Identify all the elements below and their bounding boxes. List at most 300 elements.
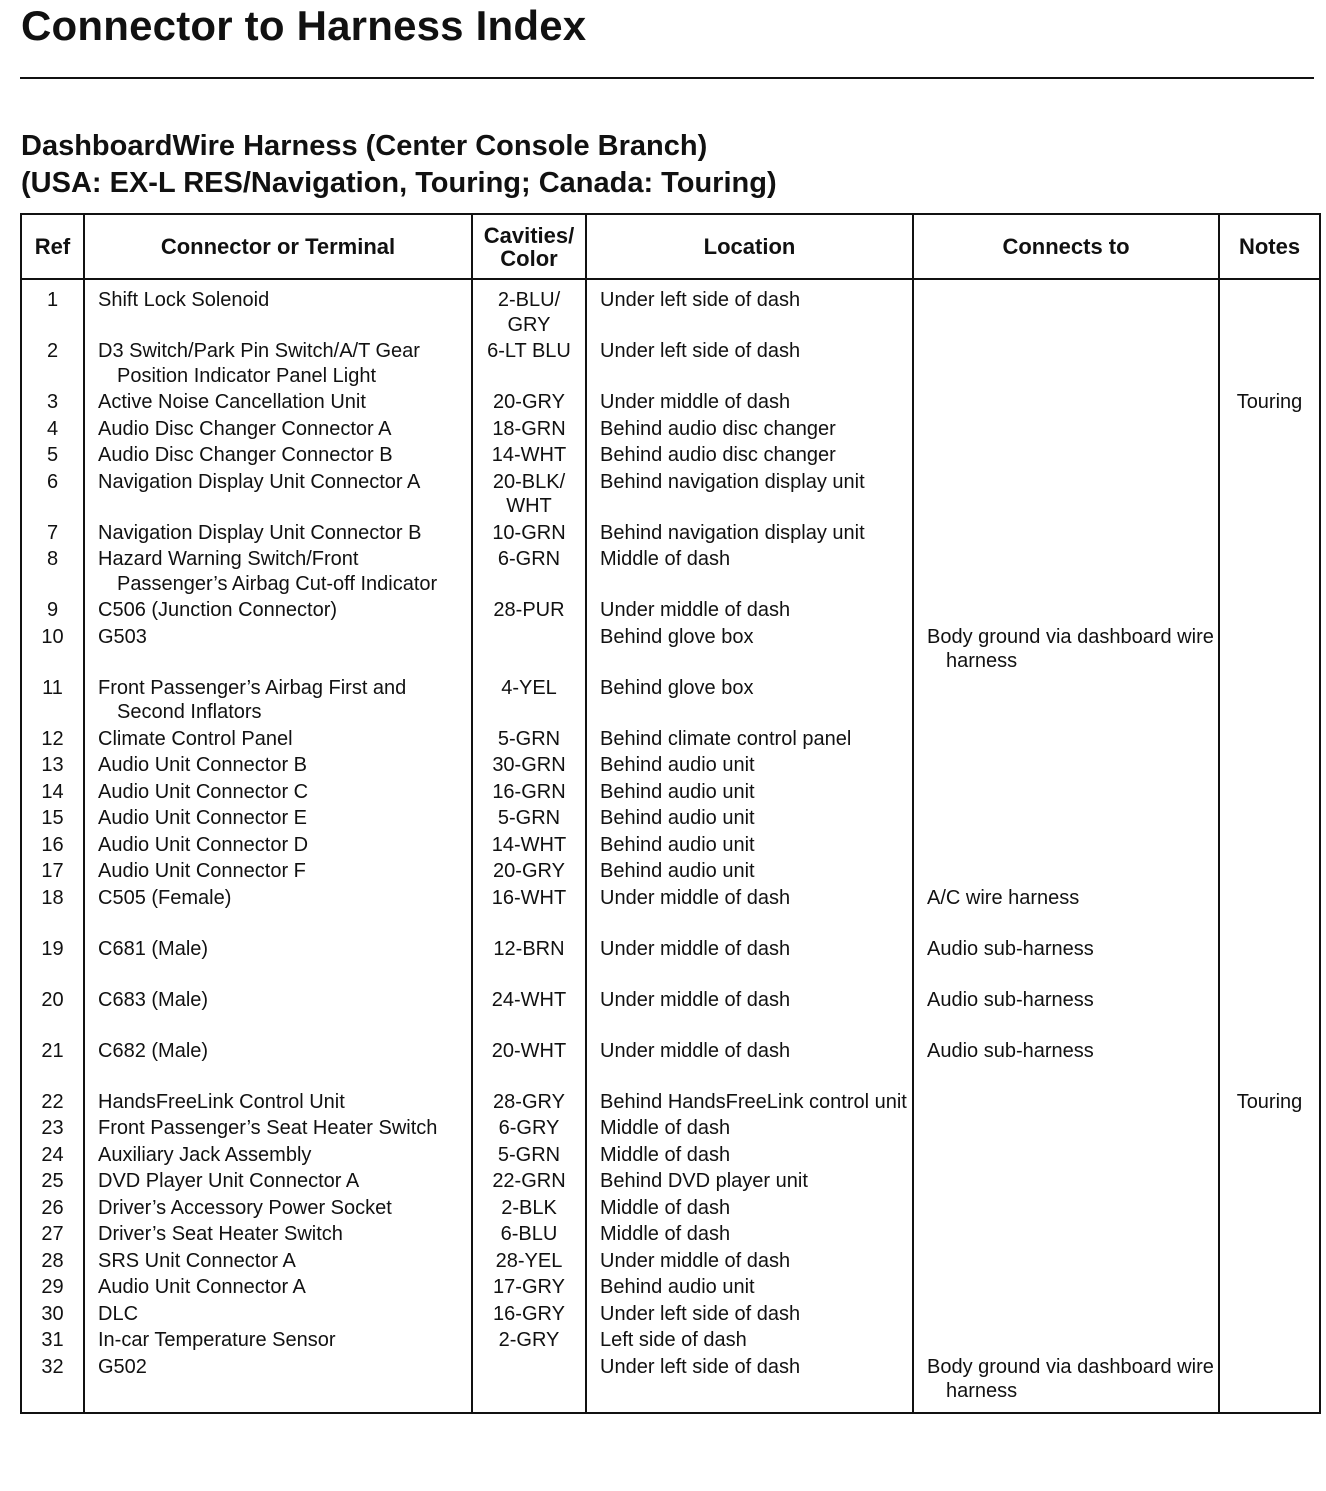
- row-connector: [84, 831, 472, 858]
- row-connects-to: [913, 986, 1219, 1037]
- row-notes: [1219, 1353, 1320, 1413]
- header-connects-to: Connects to: [913, 214, 1219, 279]
- table-body: [21, 279, 1320, 1413]
- row-connects-to: [913, 725, 1219, 752]
- row-notes: [1219, 1220, 1320, 1247]
- row-location-text: Behind audio unit: [600, 860, 755, 882]
- row-connector: [84, 1326, 472, 1353]
- row-ref-text: 17: [41, 860, 64, 882]
- row-connector-text: Driver’s Seat Heater Switch: [98, 1223, 343, 1245]
- row-connects-to: [913, 1141, 1219, 1168]
- row-cavities: [472, 279, 586, 337]
- row-location: [586, 441, 913, 468]
- row-cavities: [472, 1353, 586, 1413]
- row-cavities-text: 5-GRN: [497, 807, 561, 829]
- row-ref: [21, 337, 84, 388]
- row-cavities-text: 16-GRN: [492, 780, 566, 803]
- row-notes: [1219, 1247, 1320, 1274]
- row-ref: [21, 884, 84, 935]
- row-connector-text: Shift Lock Solenoid: [98, 289, 270, 311]
- row-cavities-text: 14-WHT: [491, 444, 567, 466]
- row-ref-text: 26: [41, 1196, 64, 1219]
- row-notes: [1219, 388, 1320, 415]
- row-location-text: Behind glove box: [600, 625, 754, 648]
- table-row: [21, 1088, 1320, 1115]
- row-ref: [21, 1353, 84, 1413]
- row-connects-to: [913, 751, 1219, 778]
- row-ref: [21, 468, 84, 519]
- table-row: [21, 1326, 1320, 1353]
- row-location-text: Under middle of dash: [600, 1039, 791, 1062]
- row-ref-text: 9: [46, 599, 59, 621]
- row-location-text: Under middle of dash: [600, 937, 791, 960]
- row-location: [586, 596, 913, 623]
- row-notes: [1219, 1141, 1320, 1168]
- row-notes: [1219, 1300, 1320, 1327]
- row-location: [586, 468, 913, 519]
- row-ref-text: 14: [41, 780, 64, 803]
- row-notes: [1219, 725, 1320, 752]
- row-ref: [21, 623, 84, 674]
- row-notes: [1219, 519, 1320, 546]
- row-connects-to: [913, 415, 1219, 442]
- row-location-text: Behind navigation display unit: [600, 521, 865, 544]
- row-cavities-text: 5-GRN: [497, 1143, 561, 1166]
- row-cavities-text: 28-PUR: [493, 599, 565, 621]
- row-connector: [84, 804, 472, 831]
- row-ref-text: 4: [46, 417, 59, 440]
- row-connector-text: C505 (Female): [98, 886, 232, 909]
- row-cavities-text: 20-WHT: [491, 1039, 567, 1062]
- row-ref: [21, 935, 84, 986]
- row-location-text: Middle of dash: [600, 1117, 731, 1139]
- row-connects-to: [913, 1194, 1219, 1221]
- row-location: [586, 1326, 913, 1353]
- row-location-text: Behind audio disc changer: [600, 417, 836, 440]
- row-notes: [1219, 674, 1320, 725]
- row-cavities: [472, 935, 586, 986]
- row-cavities: [472, 986, 586, 1037]
- row-notes: [1219, 1273, 1320, 1300]
- row-ref: [21, 441, 84, 468]
- row-ref: [21, 1247, 84, 1274]
- row-cavities: [472, 1247, 586, 1274]
- table-row: [21, 388, 1320, 415]
- row-connector-text: Audio Disc Changer Connector A: [98, 417, 392, 440]
- row-connects-to: [913, 1353, 1219, 1413]
- row-ref: [21, 1141, 84, 1168]
- row-ref: [21, 986, 84, 1037]
- row-cavities-text: 14-WHT: [491, 833, 567, 856]
- row-location-text: Middle of dash: [600, 548, 731, 570]
- row-ref-text: 10: [41, 625, 64, 648]
- row-cavities: [472, 1088, 586, 1115]
- row-ref: [21, 1326, 84, 1353]
- table-row: [21, 778, 1320, 805]
- row-cavities: [472, 1220, 586, 1247]
- row-cavities: [472, 596, 586, 623]
- row-connector: [84, 545, 472, 596]
- row-notes: [1219, 884, 1320, 935]
- row-connector: [84, 986, 472, 1037]
- row-cavities: [472, 1114, 586, 1141]
- row-cavities-text: 6-GRY: [498, 1117, 560, 1139]
- row-connector: [84, 337, 472, 388]
- section-title-line1: DashboardWire Harness (Center Console Branch): [21, 130, 708, 162]
- row-connector: [84, 884, 472, 935]
- row-connector-text: C683 (Male): [98, 988, 209, 1011]
- row-connects-to: [913, 831, 1219, 858]
- header-ref: Ref: [21, 214, 84, 279]
- row-notes: [1219, 415, 1320, 442]
- row-location: [586, 857, 913, 884]
- row-notes: [1219, 1088, 1320, 1115]
- row-connector-text: C681 (Male): [98, 937, 209, 960]
- row-connector-text: Auxiliary Jack Assembly: [98, 1143, 312, 1166]
- row-location-text: Behind navigation display unit: [600, 470, 865, 493]
- row-ref-text: 11: [42, 676, 63, 699]
- row-ref-text: 25: [41, 1170, 64, 1192]
- row-location-text: Middle of dash: [600, 1196, 731, 1219]
- row-connector-text: Navigation Display Unit Connector A: [98, 470, 421, 493]
- row-cavities-text: 16-WHT: [491, 886, 567, 909]
- row-cavities-text: 24-WHT: [491, 988, 567, 1011]
- row-location-text: Behind audio unit: [600, 833, 755, 856]
- row-ref: [21, 831, 84, 858]
- table-row: [21, 1141, 1320, 1168]
- row-connector-text: Audio Unit Connector D: [98, 833, 309, 856]
- row-location-text: Under middle of dash: [600, 1249, 791, 1272]
- row-connector: [84, 623, 472, 674]
- row-connector-text: C506 (Junction Connector): [98, 599, 338, 621]
- row-connects-to: [913, 279, 1219, 337]
- row-connector-text: SRS Unit Connector A: [98, 1249, 296, 1272]
- row-connector: [84, 1353, 472, 1413]
- row-connector-text: In-car Temperature Sensor: [98, 1329, 336, 1351]
- row-connector-text: DLC: [98, 1302, 139, 1325]
- row-cavities-text: 17-GRY: [493, 1276, 565, 1298]
- row-connector: [84, 1037, 472, 1088]
- row-cavities-text: 2-GRY: [498, 1329, 560, 1351]
- row-cavities: [472, 468, 586, 519]
- row-notes: [1219, 441, 1320, 468]
- row-connects-to-text: Body ground via dashboard wire harness: [927, 1355, 1214, 1402]
- row-cavities: [472, 831, 586, 858]
- row-ref: [21, 1167, 84, 1194]
- row-connects-to: [913, 545, 1219, 596]
- header-cavities-line2: Color: [500, 245, 558, 271]
- row-cavities-text: 6-LT BLU: [487, 340, 571, 362]
- row-cavities: [472, 441, 586, 468]
- row-connector-text: Front Passenger’s Airbag First and Second Inflators: [98, 676, 407, 723]
- row-connector-text: D3 Switch/Park Pin Switch/A/T Gear Position Indicator Panel Light: [98, 340, 420, 387]
- row-ref: [21, 1114, 84, 1141]
- header-cavities-line1: Cavities/: [483, 222, 575, 248]
- row-location: [586, 778, 913, 805]
- row-connects-to-text: Audio sub-harness: [927, 988, 1094, 1011]
- row-cavities-text: 18-GRN: [492, 417, 566, 440]
- row-cavities: [472, 1037, 586, 1088]
- row-cavities: [472, 623, 586, 674]
- table-row: [21, 1194, 1320, 1221]
- row-connector: [84, 1114, 472, 1141]
- row-cavities: [472, 388, 586, 415]
- row-cavities-text: 5-GRN: [497, 727, 561, 750]
- row-connector: [84, 441, 472, 468]
- row-location: [586, 935, 913, 986]
- page-title: Connector to Harness Index: [21, 2, 587, 49]
- row-cavities: [472, 751, 586, 778]
- table-row: [21, 519, 1320, 546]
- row-location: [586, 674, 913, 725]
- row-notes: [1219, 1326, 1320, 1353]
- row-ref-text: 8: [46, 548, 59, 570]
- table-row: [21, 1167, 1320, 1194]
- row-connector: [84, 751, 472, 778]
- row-location-text: Under middle of dash: [600, 988, 791, 1011]
- row-cavities-text: 2-BLU/ GRY: [497, 289, 561, 336]
- row-notes: [1219, 1194, 1320, 1221]
- row-notes: [1219, 751, 1320, 778]
- row-connects-to: [913, 468, 1219, 519]
- row-ref-text: 16: [41, 833, 64, 856]
- row-notes: [1219, 623, 1320, 674]
- row-connects-to-text: Audio sub-harness: [927, 1039, 1094, 1062]
- row-connects-to: [913, 857, 1219, 884]
- row-location: [586, 623, 913, 674]
- row-ref: [21, 674, 84, 725]
- row-location-text: Behind HandsFreeLink control unit: [600, 1090, 907, 1113]
- row-connector-text: DVD Player Unit Connector A: [98, 1170, 360, 1192]
- row-connector-text: Front Passenger’s Seat Heater Switch: [98, 1117, 438, 1139]
- row-cavities-text: 20-BLK/ WHT: [492, 470, 566, 517]
- row-connects-to: [913, 884, 1219, 935]
- row-location-text: Middle of dash: [600, 1143, 731, 1166]
- row-location-text: Under middle of dash: [600, 599, 791, 621]
- row-cavities: [472, 1194, 586, 1221]
- row-location-text: Behind audio unit: [600, 780, 755, 803]
- row-notes: [1219, 1037, 1320, 1088]
- row-ref-text: 3: [46, 391, 59, 413]
- row-connects-to: [913, 804, 1219, 831]
- row-ref: [21, 1088, 84, 1115]
- row-connector: [84, 1194, 472, 1221]
- row-location: [586, 804, 913, 831]
- table-row: [21, 1114, 1320, 1141]
- row-cavities: [472, 725, 586, 752]
- row-ref: [21, 778, 84, 805]
- row-connector: [84, 674, 472, 725]
- row-location-text: Under middle of dash: [600, 886, 791, 909]
- row-notes: [1219, 857, 1320, 884]
- row-location: [586, 725, 913, 752]
- row-connects-to: [913, 1273, 1219, 1300]
- table-row: [21, 415, 1320, 442]
- row-connects-to: [913, 441, 1219, 468]
- row-cavities-text: 28-GRY: [493, 1090, 565, 1113]
- row-connects-to: [913, 1247, 1219, 1274]
- row-cavities: [472, 519, 586, 546]
- row-location: [586, 986, 913, 1037]
- row-location: [586, 1114, 913, 1141]
- row-cavities-text: 2-BLK: [501, 1196, 557, 1219]
- row-connector: [84, 935, 472, 986]
- section-title: [21, 128, 777, 202]
- row-location: [586, 751, 913, 778]
- table-row: [21, 1300, 1320, 1327]
- table-row: [21, 884, 1320, 935]
- row-connects-to: [913, 1300, 1219, 1327]
- row-ref: [21, 388, 84, 415]
- row-connector-text: G502: [98, 1355, 147, 1378]
- row-cavities-text: 10-GRN: [492, 521, 566, 544]
- row-connector: [84, 519, 472, 546]
- row-connector-text: G503: [98, 625, 147, 648]
- row-connector: [84, 725, 472, 752]
- table-row: [21, 986, 1320, 1037]
- table-row: [21, 857, 1320, 884]
- row-ref: [21, 1194, 84, 1221]
- table-row: [21, 1353, 1320, 1413]
- table-row: [21, 1037, 1320, 1088]
- row-connector-text: Audio Unit Connector E: [98, 807, 308, 829]
- row-connects-to: [913, 1088, 1219, 1115]
- row-location: [586, 279, 913, 337]
- table-row: [21, 279, 1320, 337]
- row-connects-to: [913, 388, 1219, 415]
- row-location-text: Under left side of dash: [600, 1302, 801, 1325]
- harness-index-table: [20, 213, 1321, 1414]
- row-location: [586, 831, 913, 858]
- section-title-line2: (USA: EX-L RES/Navigation, Touring; Canada: Touring): [21, 167, 777, 199]
- row-ref: [21, 596, 84, 623]
- row-cavities-text: 6-BLU: [500, 1223, 558, 1245]
- row-ref: [21, 857, 84, 884]
- row-ref-text: 5: [46, 444, 59, 466]
- row-connects-to: [913, 778, 1219, 805]
- row-ref: [21, 1220, 84, 1247]
- row-connector: [84, 857, 472, 884]
- row-connector: [84, 1167, 472, 1194]
- row-ref: [21, 1037, 84, 1088]
- row-notes: [1219, 935, 1320, 986]
- table-row: [21, 831, 1320, 858]
- row-notes: [1219, 279, 1320, 337]
- row-connects-to-text: Body ground via dashboard wire harness: [927, 625, 1214, 672]
- row-connector: [84, 1141, 472, 1168]
- table-row: [21, 1220, 1320, 1247]
- row-ref-text: 27: [41, 1223, 64, 1245]
- row-connector: [84, 1247, 472, 1274]
- row-connects-to: [913, 1114, 1219, 1141]
- row-connects-to-text: Audio sub-harness: [927, 937, 1094, 960]
- row-location: [586, 1194, 913, 1221]
- row-cavities: [472, 545, 586, 596]
- header-location: Location: [586, 214, 913, 279]
- table-row: [21, 1247, 1320, 1274]
- row-ref-text: 15: [41, 807, 64, 829]
- row-connects-to: [913, 1037, 1219, 1088]
- row-ref-text: 28: [41, 1249, 64, 1272]
- row-ref-text: 18: [41, 886, 64, 909]
- table-row: [21, 623, 1320, 674]
- row-cavities-text: 6-GRN: [497, 548, 561, 570]
- row-connects-to: [913, 935, 1219, 986]
- row-cavities: [472, 1273, 586, 1300]
- row-connector-text: Climate Control Panel: [98, 727, 293, 750]
- row-connector: [84, 1220, 472, 1247]
- table-row: [21, 935, 1320, 986]
- row-location: [586, 415, 913, 442]
- row-location-text: Under left side of dash: [600, 289, 801, 311]
- row-cavities: [472, 1167, 586, 1194]
- row-location-text: Behind audio unit: [600, 1276, 755, 1298]
- table-row: [21, 441, 1320, 468]
- row-location-text: Behind climate control panel: [600, 727, 852, 750]
- row-ref-text: 23: [41, 1117, 64, 1139]
- row-location: [586, 1037, 913, 1088]
- row-location: [586, 1141, 913, 1168]
- row-cavities: [472, 778, 586, 805]
- table-row: [21, 725, 1320, 752]
- row-notes: [1219, 986, 1320, 1037]
- row-ref-text: 13: [41, 754, 64, 776]
- row-connector: [84, 415, 472, 442]
- row-ref: [21, 1300, 84, 1327]
- row-ref-text: 20: [41, 988, 64, 1011]
- table-row: [21, 596, 1320, 623]
- row-connects-to: [913, 596, 1219, 623]
- row-location: [586, 884, 913, 935]
- row-ref-text: 24: [41, 1143, 64, 1166]
- row-location: [586, 1167, 913, 1194]
- row-notes: [1219, 337, 1320, 388]
- row-connector: [84, 468, 472, 519]
- row-notes: [1219, 468, 1320, 519]
- row-ref-text: 1: [46, 289, 59, 311]
- row-cavities-text: 30-GRN: [492, 754, 566, 776]
- table-row: [21, 1273, 1320, 1300]
- row-cavities: [472, 857, 586, 884]
- row-location-text: Left side of dash: [600, 1329, 747, 1351]
- row-cavities: [472, 1300, 586, 1327]
- row-ref-text: 21: [41, 1039, 64, 1062]
- row-notes: [1219, 831, 1320, 858]
- table-row: [21, 337, 1320, 388]
- row-ref: [21, 545, 84, 596]
- row-connects-to: [913, 674, 1219, 725]
- row-cavities: [472, 884, 586, 935]
- row-ref-text: 19: [41, 937, 64, 960]
- row-cavities: [472, 1326, 586, 1353]
- row-connects-to: [913, 337, 1219, 388]
- row-notes-text: Touring: [1236, 391, 1303, 413]
- row-cavities-text: 16-GRY: [493, 1302, 565, 1325]
- row-location: [586, 1088, 913, 1115]
- row-connector-text: Audio Unit Connector C: [98, 780, 309, 803]
- table-row: [21, 751, 1320, 778]
- row-location: [586, 545, 913, 596]
- row-ref: [21, 804, 84, 831]
- row-connector-text: Audio Unit Connector A: [98, 1276, 306, 1298]
- row-connects-to: [913, 623, 1219, 674]
- row-notes: [1219, 804, 1320, 831]
- table-header-row: [21, 214, 1320, 279]
- row-ref: [21, 279, 84, 337]
- row-cavities-text: 12-BRN: [493, 937, 565, 960]
- row-ref-text: 7: [46, 521, 59, 544]
- table-row: [21, 674, 1320, 725]
